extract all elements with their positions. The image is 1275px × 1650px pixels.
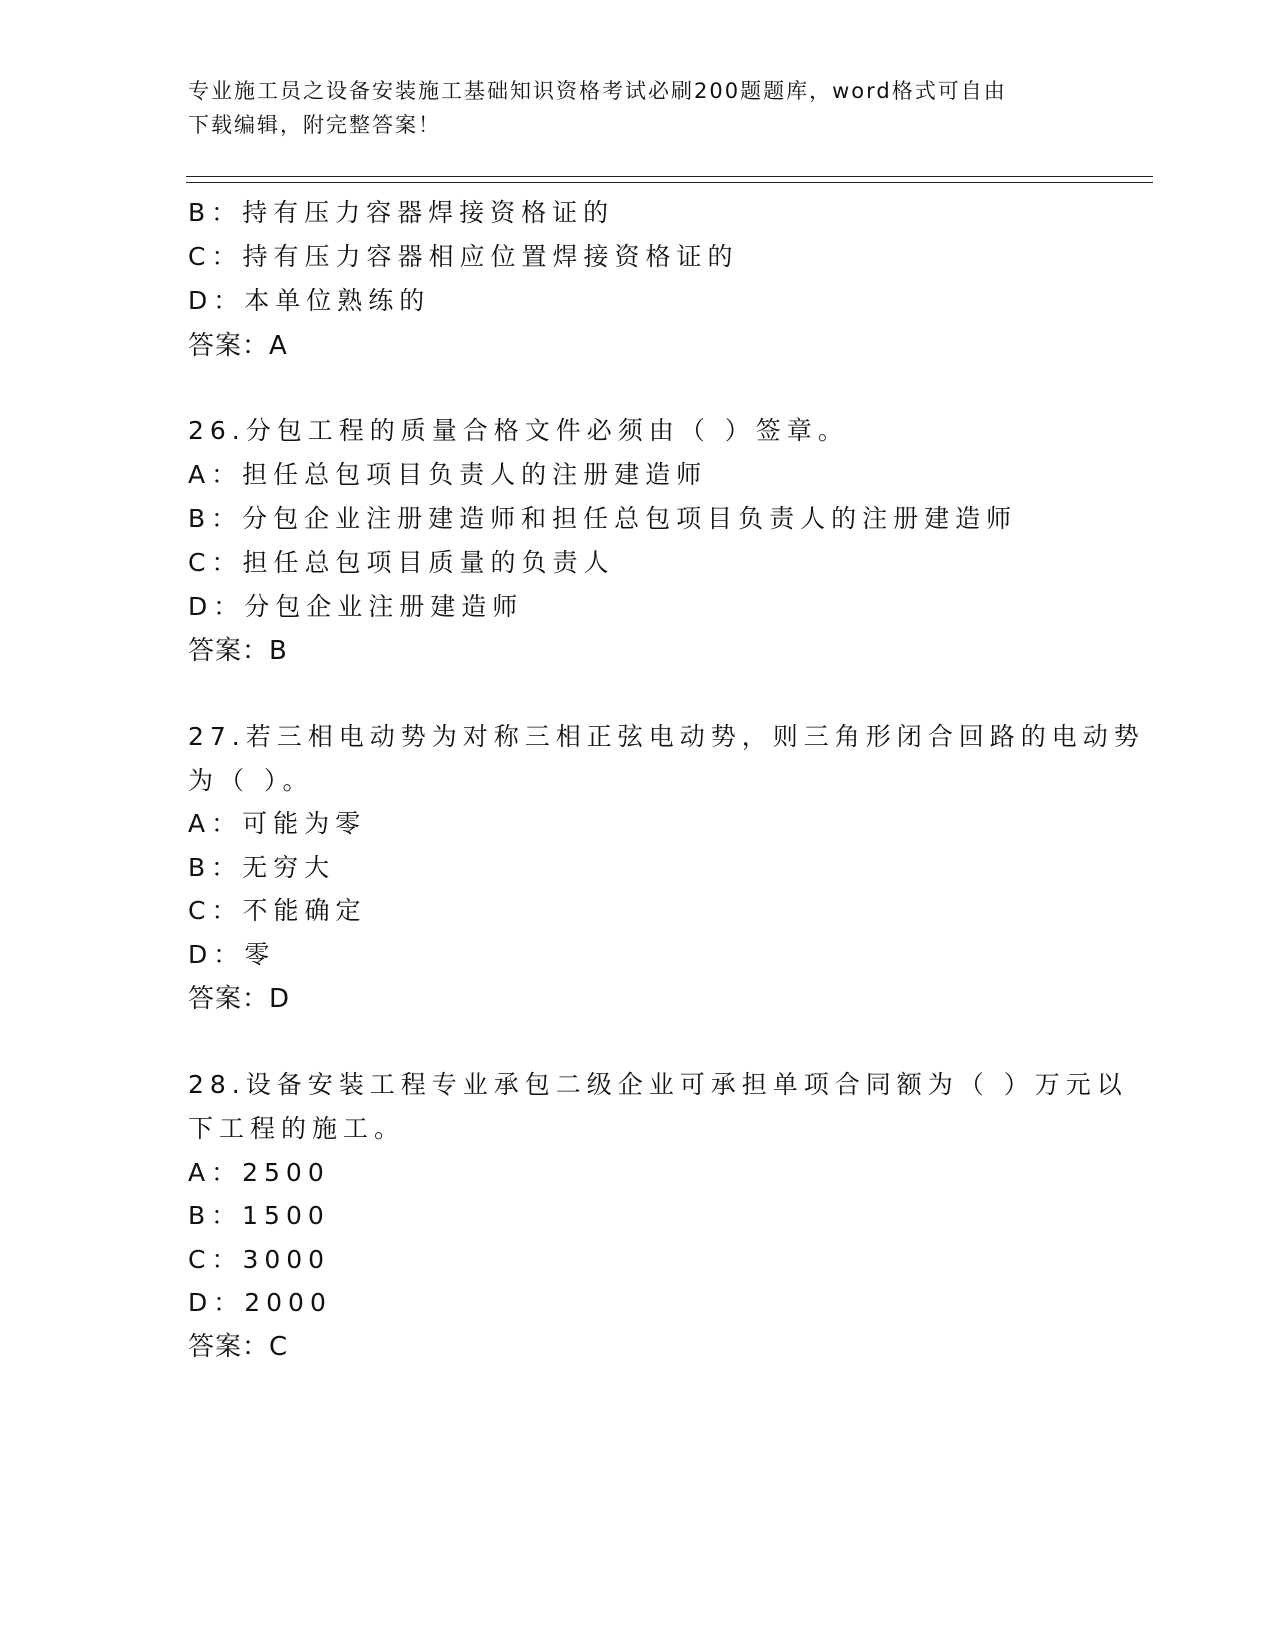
header-divider: [186, 176, 1153, 183]
q26-answer: 答案：B: [188, 636, 288, 666]
q26-option-d: D：分包企业注册建造师: [188, 592, 524, 621]
q25-option-d: D：本单位熟练的: [188, 286, 431, 315]
q27-option-a: A：可能为零: [188, 809, 367, 838]
header-line-1: 专业施工员之设备安装施工基础知识资格考试必刷200题题库，word格式可自由: [188, 79, 1007, 103]
q28-stem-line-1: 28.设备安装工程专业承包二级企业可承担单项合同额为（ ）万元以: [188, 1070, 1128, 1099]
q27-option-b: B：无穷大: [188, 853, 336, 882]
document-header: [188, 74, 1088, 142]
q26-option-b: B：分包企业注册建造师和担任总包项目负责人的注册建造师: [188, 504, 1018, 533]
q28-answer: 答案：C: [188, 1332, 289, 1362]
header-line-2: 下载编辑，附完整答案！: [188, 113, 441, 137]
q25-option-b: B：持有压力容器焊接资格证的: [188, 198, 615, 227]
q28-option-a: A：2500: [188, 1158, 330, 1187]
q27-stem-line-2: 为（ ）。: [188, 766, 314, 795]
q25-answer: 答案：A: [188, 331, 288, 361]
q26-option-c: C：担任总包项目质量的负责人: [188, 548, 615, 577]
q28-option-d: D：2000: [188, 1288, 332, 1317]
q28-stem-line-2: 下工程的施工。: [188, 1114, 406, 1143]
q25-option-c: C：持有压力容器相应位置焊接资格证的: [188, 242, 739, 271]
q27-stem-line-1: 27.若三相电动势为对称三相正弦电动势，则三角形闭合回路的电动势: [188, 722, 1145, 751]
q27-answer: 答案：D: [188, 984, 291, 1014]
q28-option-c: C：3000: [188, 1245, 331, 1274]
q27-option-d: D：零: [188, 940, 276, 969]
q28-option-b: B：1500: [188, 1201, 330, 1230]
q26-stem: 26.分包工程的质量合格文件必须由（ ）签章。: [188, 416, 849, 445]
q27-option-c: C：不能确定: [188, 896, 367, 925]
q26-option-a: A：担任总包项目负责人的注册建造师: [188, 460, 708, 489]
